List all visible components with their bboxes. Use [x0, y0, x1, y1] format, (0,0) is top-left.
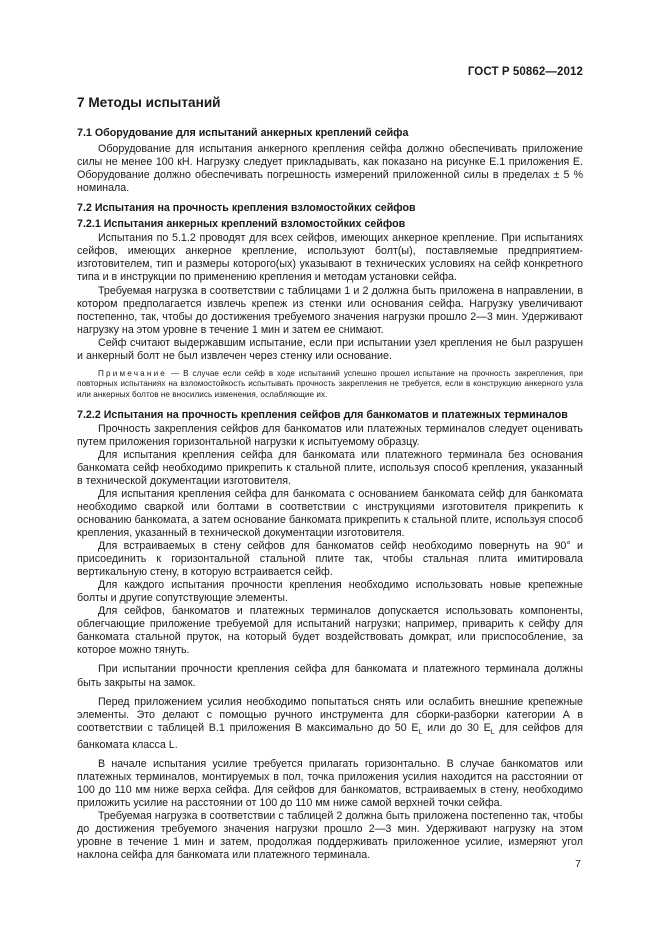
- subsection-7-1-title: 7.1 Оборудование для испытаний анкерных креплений сейфа: [77, 127, 409, 139]
- paragraph-text: или до 30 Е: [422, 721, 491, 734]
- paragraph: Для каждого испытания прочности крепления необходимо использовать новые крепежные болты и другие сопутствующие элементы.: [77, 579, 583, 605]
- paragraph: [77, 696, 583, 752]
- subscript: L: [490, 728, 495, 736]
- document-body: [77, 95, 583, 862]
- paragraph: В начале испытания усилие требуется прилагать горизонтально. В случае банкоматов или платежных терминалов, монтируемых в пол, точка приложения усилия находится на расстоянии от 100 до 110 мм ниже верха сейфа. Для сейфов для банкоматов, встраиваемых в стену, необходимо приложить усилие на расстоянии от 100 до 110 мм ниже самой верхней точки сейфа.: [77, 757, 583, 810]
- section-title: 7 Методы испытаний: [77, 95, 221, 110]
- subsection-7-2-2-title: 7.2.2 Испытания на прочность крепления сейфов для банкоматов и платежных терминалов: [77, 408, 568, 421]
- paragraph: Требуемая нагрузка в соответствии с таблицами 1 и 2 должна быть приложена в направлении, в котором предполагается извлечь крепеж из стенки или основания сейфа. Нагрузку увеличивают постепенно, так, чтобы до достижения требуемого значения нагрузки прошло 2—3 мин. Удерживают нагрузку на этом уровне в течение 1 мин и затем ее снимают.: [77, 284, 583, 336]
- paragraph: Для встраиваемых в стену сейфов для банкоматов сейф необходимо повернуть на 90° и присоединить к горизонтальной стальной плите так, чтобы стальная плита имитировала вертикальную стену, в которую встраивается сейф.: [77, 540, 583, 579]
- note: [77, 369, 583, 401]
- note-label: Примечание: [98, 368, 168, 378]
- subsection-7-2-title: 7.2 Испытания на прочность крепления взломостойких сейфов: [77, 202, 416, 215]
- paragraph: Для испытания крепления сейфа для банкомата с основанием банкомата сейф для банкомата необходимо сваркой или болтами в соответствии с инструкциями изготовителя прикрепить к основанию банкомата, а затем основание банкомата прикрепить к стальной плите, используя способ крепления, указанный в технической документации изготовителя.: [77, 487, 583, 539]
- paragraph-text: для сейфов для банкомата класса L.: [77, 721, 584, 751]
- paragraph: Оборудование для испытания анкерного крепления сейфа должно обеспечивать приложение силы не менее 100 кН. Нагрузку следует прикладывать, как показано на рисунке Е.1 приложения Е. Оборудование должно обеспечивать погрешность измерений приложенной силы в пределах ± 5 % номинала.: [77, 143, 583, 195]
- paragraph: Для сейфов, банкоматов и платежных терминалов допускается использовать компоненты, облегчающие приложение требуемой для испытаний нагрузки; например, приварить к сейфу для банкомата стальной пруток, на который будет воздействовать домкрат, или приспособление, за которое можно тянуть.: [77, 605, 583, 657]
- subscript: L: [418, 728, 423, 736]
- paragraph: Для испытания крепления сейфа для банкомата или платежного терминала без основания банкомата сейф необходимо прикрепить к стальной плите, используя способ крепления, указанный в технической документации изготовителя.: [77, 448, 583, 487]
- paragraph-text: Перед приложением усилия необходимо попытаться снять или ослабить внешние крепежные элементы. Это делают с помощью ручного инструмента для сборки-разборки категории А в соответствии с таблицей В.1 приложения В максимально до 50 Е: [77, 695, 583, 734]
- page-number: 7: [575, 858, 581, 870]
- paragraph: Сейф считают выдержавшим испытание, если при испытании узел крепления не был разрушен и анкерный болт не был извлечен через стенку или основание.: [77, 336, 583, 362]
- paragraph: При испытании прочности крепления сейфа для банкомата и платежного терминала должны быть закрыты на замок.: [77, 663, 583, 689]
- note-text: — В случае если сейф в ходе испытаний успешно прошел испытание на прочность закрепления, при повторных испытаниях на взломостойкость испытывать прочность закрепления не требуется, если в конструкцию анкерного узла или анкерных болтов не вносились изменения, ослабляющие их.: [77, 368, 583, 399]
- subsection-7-2-1-title: 7.2.1 Испытания анкерных креплений взломостойких сейфов: [77, 218, 406, 231]
- document-header: ГОСТ Р 50862—2012: [467, 66, 583, 78]
- paragraph: Испытания по 5.1.2 проводят для всех сейфов, имеющих анкерное крепление. При испытаниях сейфов, имеющих анкерное крепление, используют болт(ы), поставляемые предприятием-изготовителем, тип и размеры которого(ых) указывают в технических условиях на сейф конкретного типа и в инструкции по применению крепления и методам установки сейфа.: [77, 232, 583, 284]
- paragraph: Требуемая нагрузка в соответствии с таблицей 2 должна быть приложена постепенно так, чтобы до достижения требуемого значения нагрузки прошло 2—3 мин. Удерживают нагрузку на этом уровне в течение 1 мин и затем, продолжая поддерживать приложенное усилие, измеряют угол наклона сейфа для банкомата или платежного терминала.: [77, 810, 583, 862]
- paragraph: Прочность закрепления сейфов для банкоматов или платежных терминалов следует оценивать путем приложения горизонтальной нагрузки к испытуемому образцу.: [77, 422, 583, 448]
